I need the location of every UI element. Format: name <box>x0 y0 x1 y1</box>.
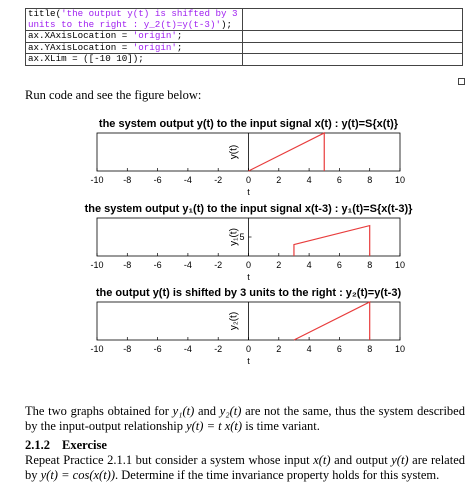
x-tick-label: -2 <box>214 260 223 270</box>
x-tick-label: 10 <box>394 344 406 354</box>
x-tick-label: -8 <box>123 175 132 185</box>
code-row <box>26 42 463 54</box>
x-tick-label: 2 <box>276 175 282 185</box>
code-line: title('the output y(t) is shifted by 3 units to the right : y_2(t)=y(t-3)'); <box>26 9 243 31</box>
code-table <box>25 8 463 66</box>
y-tick-label: 5 <box>239 232 245 242</box>
table-resize-handle[interactable] <box>458 78 465 85</box>
section-number: 2.1.2 <box>25 438 50 452</box>
section-title: Exercise <box>62 438 107 452</box>
x-tick-label: 2 <box>276 344 282 354</box>
x-tick-label: 6 <box>336 344 342 354</box>
x-tick-label: -6 <box>153 260 162 270</box>
y-axis-label: y₁(t) <box>228 228 240 246</box>
x-axis-label: t <box>247 272 250 282</box>
x-axis-label: t <box>247 356 250 366</box>
subplot-title: the output y(t) is shifted by 3 units to the right : y₂(t)=y(t-3) <box>95 287 402 299</box>
code-line: ax.XLim = ([-10 10]); <box>26 54 243 66</box>
x-tick-label: -6 <box>153 344 162 354</box>
x-tick-label: 8 <box>367 260 373 270</box>
x-axis-label: t <box>247 187 250 197</box>
x-tick-label: -4 <box>183 344 192 354</box>
y-axis-label: y₂(t) <box>228 311 240 331</box>
x-tick-label: 4 <box>306 344 312 354</box>
x-tick-label: -10 <box>90 175 104 185</box>
code-row <box>26 31 463 43</box>
code-row <box>26 9 463 31</box>
x-tick-label: 0 <box>245 175 252 185</box>
subplot-title: the system output y₁(t) to the input signal x(t-3) : y₁(t)=S{x(t-3)} <box>84 203 413 215</box>
x-tick-label: -4 <box>183 260 192 270</box>
exercise-paragraph: Repeat Practice 2.1.1 but consider a system whose input x(t) and output y(t) are related by y(t) = cos(x(t)). Determine if the time invariance property holds for this system. <box>25 453 465 482</box>
y-axis-label: y(t) <box>228 144 240 160</box>
x-tick-label: 4 <box>306 175 312 185</box>
code-cell-empty <box>243 31 463 43</box>
code-row <box>26 54 463 66</box>
figure <box>0 112 474 387</box>
intro-text: Run code and see the figure below: <box>25 88 202 102</box>
code-line: ax.YAxisLocation = 'origin'; <box>26 42 243 54</box>
x-tick-label: -8 <box>123 260 132 270</box>
x-tick-label: -6 <box>153 175 162 185</box>
x-tick-label: 6 <box>336 260 342 270</box>
x-tick-label: -8 <box>123 344 132 354</box>
x-tick-label: -10 <box>90 344 104 354</box>
subplot-title: the system output y(t) to the input signal x(t) : y(t)=S{x(t)} <box>98 118 399 130</box>
x-tick-label: -2 <box>214 344 223 354</box>
code-cell-empty <box>243 54 463 66</box>
code-cell-empty <box>243 9 463 31</box>
x-tick-label: -10 <box>90 260 104 270</box>
code-cell-empty <box>243 42 463 54</box>
conclusion-paragraph: The two graphs obtained for y₁(t) and y₂(t) are not the same, thus the system described by the input-output relationship y(t) = t x(t) is time variant. <box>25 404 465 433</box>
x-tick-label: -2 <box>214 175 223 185</box>
code-line: ax.XAxisLocation = 'origin'; <box>26 31 243 43</box>
section-heading <box>25 438 107 453</box>
x-tick-label: -4 <box>183 175 192 185</box>
x-tick-label: 8 <box>367 175 373 185</box>
x-tick-label: 10 <box>394 175 406 185</box>
x-tick-label: 2 <box>276 260 282 270</box>
x-tick-label: 8 <box>367 344 373 354</box>
x-tick-label: 4 <box>306 260 312 270</box>
x-tick-label: 10 <box>394 260 406 270</box>
x-tick-label: 6 <box>336 175 342 185</box>
x-tick-label: 0 <box>245 260 252 270</box>
x-tick-label: 0 <box>245 344 252 354</box>
